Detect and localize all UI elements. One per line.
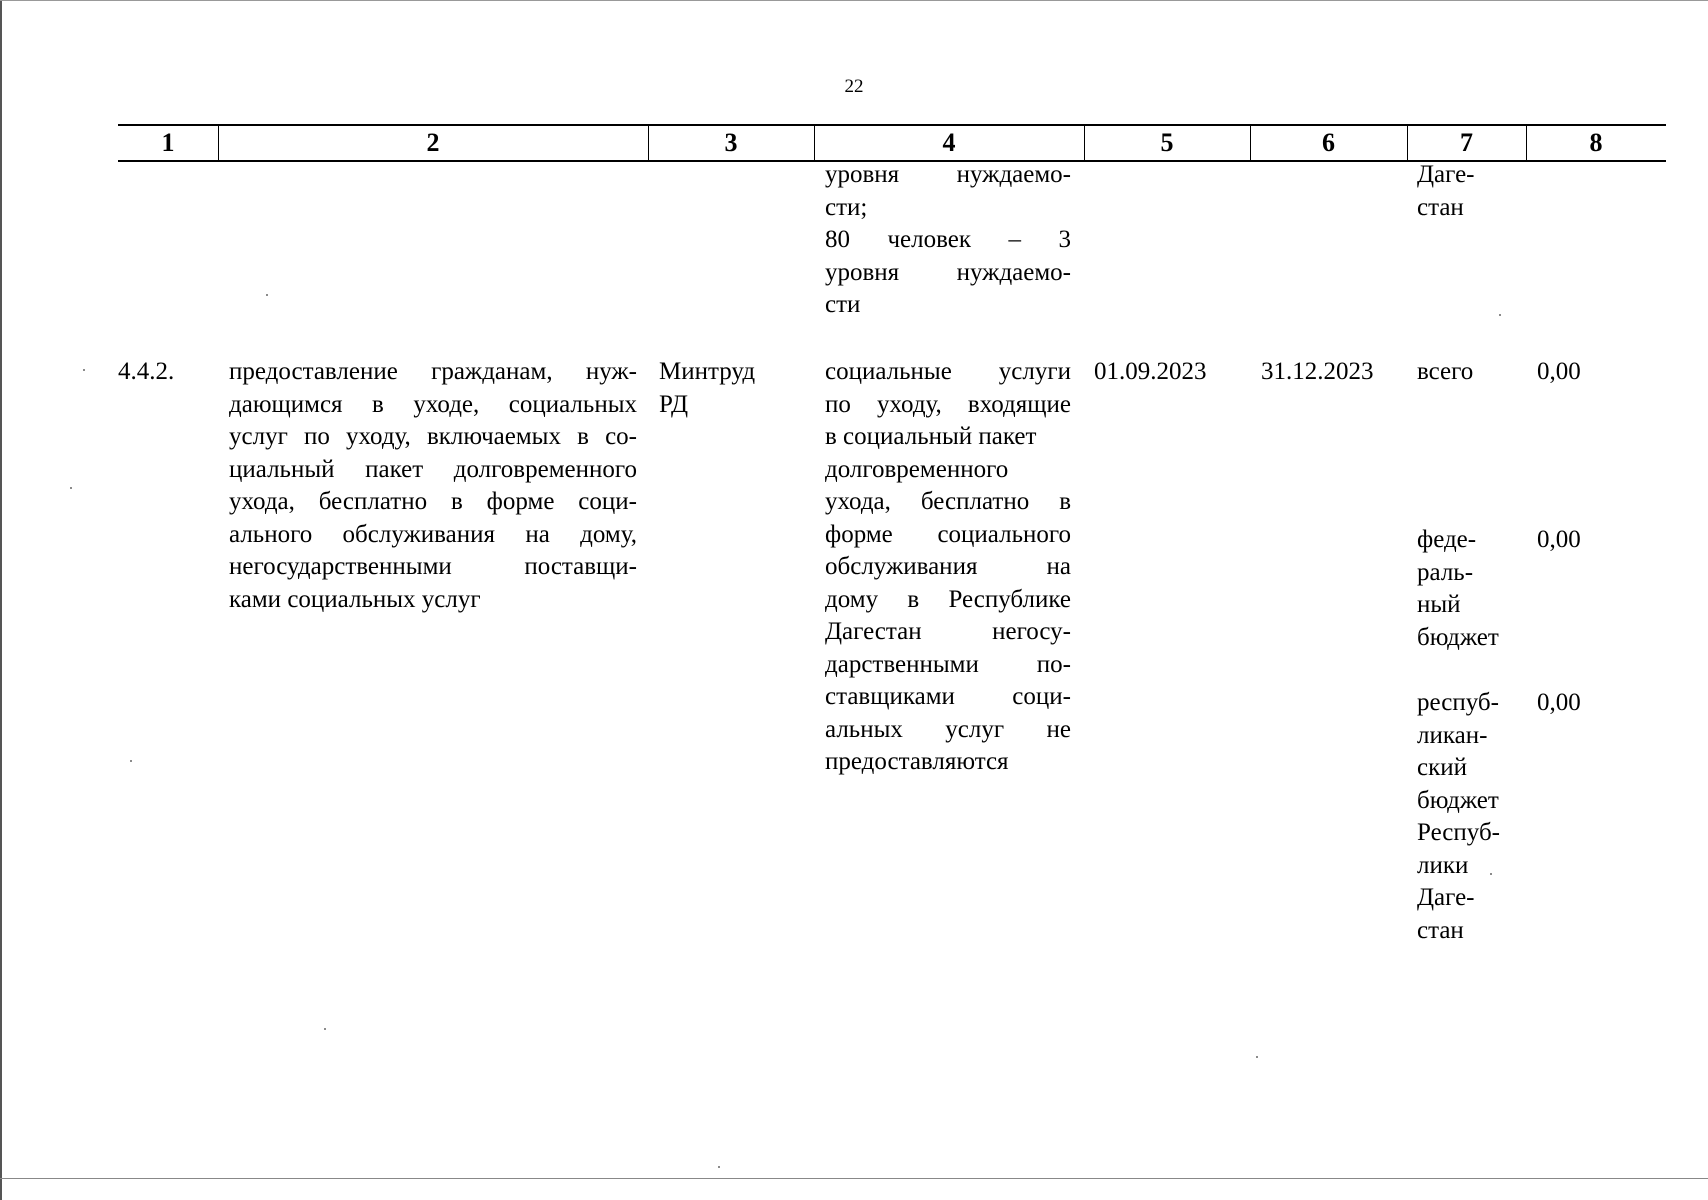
text-line: негосударственными поставщи- xyxy=(229,553,637,580)
row-executor xyxy=(659,356,799,421)
text-line: по уходу, входящие xyxy=(825,390,1071,418)
text-line: стан xyxy=(1417,193,1464,221)
text-line: бюджет xyxy=(1417,786,1499,814)
scan-speck xyxy=(1499,314,1501,316)
scan-speck xyxy=(1256,1056,1258,1058)
scan-speck xyxy=(83,369,85,371)
funding-source xyxy=(1417,524,1527,654)
text-line: дарственными по- xyxy=(825,650,1071,678)
text-line: РД xyxy=(659,390,689,418)
text-line: дому в Республике xyxy=(825,585,1071,613)
text-line: альных услуг не xyxy=(825,715,1071,743)
text-line: лики xyxy=(1417,851,1469,879)
continuation-col7 xyxy=(1417,159,1527,224)
text-line: ликан- xyxy=(1417,721,1488,749)
text-line: форме социального xyxy=(825,520,1071,548)
scan-speck xyxy=(130,760,132,762)
text-line: сти xyxy=(825,291,861,318)
text-line: дающимся в уходе, социальных xyxy=(229,390,637,418)
text-line: услуг по уходу, включаемых в со- xyxy=(229,423,637,450)
header-cell: 7 xyxy=(1460,128,1473,157)
scan-speck xyxy=(718,1166,720,1168)
continuation-col4 xyxy=(825,159,1071,322)
table-header xyxy=(118,124,1666,162)
text-line: ный xyxy=(1417,591,1461,618)
scan-speck xyxy=(266,294,268,296)
text-line: ухода, бесплатно в форме соци- xyxy=(229,488,637,515)
row-description xyxy=(229,356,637,616)
text-line: уровня нуждаемо- xyxy=(825,161,1071,188)
text-line: ский xyxy=(1417,754,1467,781)
text-line: социальные услуги xyxy=(825,358,1071,385)
text-line: циальный пакет долговременного xyxy=(229,455,637,483)
row-result xyxy=(825,356,1071,779)
scan-speck xyxy=(324,1028,326,1030)
header-cell: 8 xyxy=(1589,128,1603,157)
text-line: в социальный пакет xyxy=(825,423,1037,450)
funding-source xyxy=(1417,687,1527,947)
funding-amount: 0,00 xyxy=(1537,689,1581,716)
text-line: феде- xyxy=(1417,526,1477,553)
row-start-date: 01.09.2023 xyxy=(1094,358,1207,385)
scan-top-edge xyxy=(0,0,1708,1)
text-line: ками социальных услуг xyxy=(229,585,481,613)
header-cell: 1 xyxy=(161,128,175,157)
text-line: предоставляются xyxy=(825,748,1009,775)
text-line: всего xyxy=(1417,358,1474,385)
text-line: Минтруд xyxy=(659,358,756,385)
header-cell: 6 xyxy=(1322,128,1335,157)
header-cell: 2 xyxy=(426,128,440,157)
text-line: Даге- xyxy=(1417,884,1475,911)
text-line: ального обслуживания на дому, xyxy=(229,520,637,548)
page-number: 22 xyxy=(844,76,864,97)
text-line: обслуживания на xyxy=(825,553,1071,580)
scan-speck xyxy=(70,487,72,489)
text-line: Респуб- xyxy=(1417,819,1500,846)
text-line: долговременного xyxy=(825,455,1009,483)
header-cell: 4 xyxy=(942,128,956,157)
text-line: Даге- xyxy=(1417,161,1475,188)
funding-amount: 0,00 xyxy=(1537,526,1581,553)
scan-speck xyxy=(1490,873,1492,875)
text-line: ставщиками соци- xyxy=(825,683,1071,710)
text-line: бюджет xyxy=(1417,623,1499,651)
text-line: Дагестан негосу- xyxy=(825,618,1071,645)
text-line: предоставление гражданам, нуж- xyxy=(229,358,637,385)
text-line: респуб- xyxy=(1417,689,1499,716)
header-cell: 5 xyxy=(1160,128,1174,157)
text-line: 80 человек – 3 xyxy=(825,226,1071,253)
scan-left-edge xyxy=(0,0,2,1200)
row-number: 4.4.2. xyxy=(118,358,175,385)
header-cell: 3 xyxy=(724,128,738,157)
funding-amount: 0,00 xyxy=(1537,358,1581,385)
text-line: сти; xyxy=(825,193,868,221)
text-line: стан xyxy=(1417,916,1464,944)
funding-source xyxy=(1417,356,1527,389)
scan-bottom-edge xyxy=(0,1178,1708,1179)
text-line: раль- xyxy=(1417,558,1474,586)
text-line: уровня нуждаемо- xyxy=(825,258,1071,286)
text-line: ухода, бесплатно в xyxy=(825,488,1071,515)
row-end-date: 31.12.2023 xyxy=(1261,358,1374,385)
